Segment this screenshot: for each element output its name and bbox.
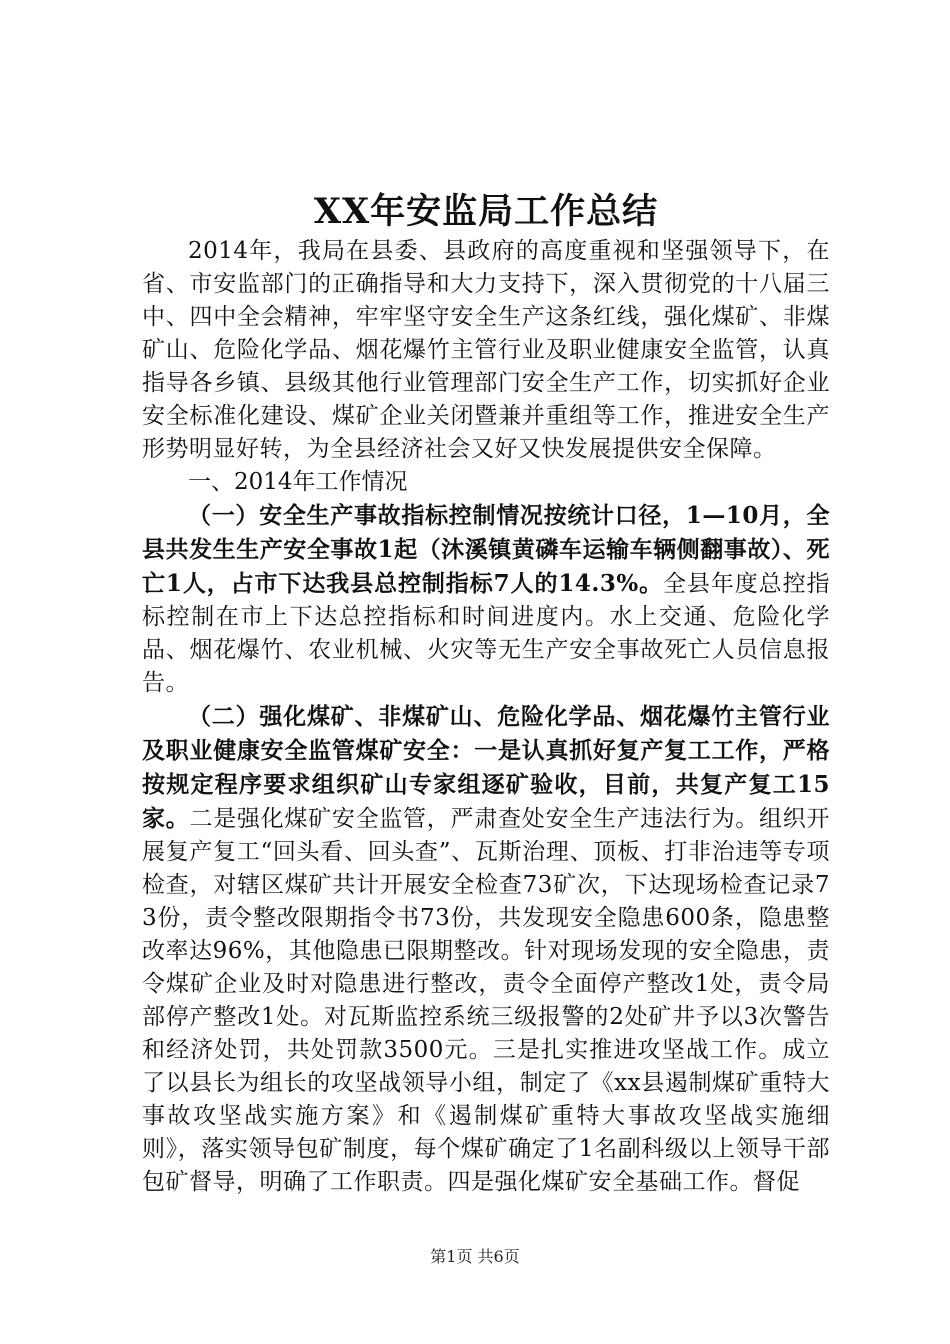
document-title: XX年安监局工作总结 [313,191,659,232]
section-heading: 一、2014年工作情况 [188,469,408,495]
item-2-body: 二是强化煤矿安全监管，严肃查处安全生产违法行为。组织开展复产复工“回头看、回头查”、瓦斯治理、顶板、打非治违等专项检查，对辖区煤矿共计开展安全检查73矿次，下达现场检查记录73份，责令整改限期指令书73份，共发现安全隐患600条，隐患整改率达96%，其他隐患已限期整改。针对现场发现的安全隐患，责令煤矿企业及时对隐患进行整改，责令全面停产整改1处，责令局部停产整改1处。对瓦斯监控系统三级报警的2处矿井予以3次警告和经济处罚，共处罚款3500元。三是扎实推进攻坚战工作。成立了以县长为组长的攻坚战领导小组，制定了《xx县遏制煤矿重特大事故攻坚战实施方案》和《遏制煤矿重特大事故攻坚战实施细则》，落实领导包矿制度，每个煤矿确定了1名副科级以上领导干部包矿督导，明确了工作职责。四是强化煤矿安全基础工作。督促 [142,806,831,1195]
item-1-lead: （一）安全生产事故指标控制情况按统计口径，1—10月，全县共发生生产安全事故1起（沐溪镇黄磷车运输车辆侧翻事故）、死亡1人，占市下达我县总控制指标7人的14.3%。 [142,502,830,597]
item-1-paragraph [142,499,830,700]
document-body [142,192,830,1199]
item-2-lead: （二）强化煤矿、非煤矿山、危险化学品、烟花爆竹主管行业及职业健康安全监管煤矿安全：一是认真抓好复产复工工作，严格按规定程序要求组织矿山专家组逐矿验收，目前，共复产复工15家。 [142,703,830,832]
page-footer: 第1页 共6页 [430,1247,520,1266]
item-1-body: 全县年度总控指标控制在市上下达总控指标和时间进度内。水上交通、危险化学品、烟花爆竹、农业机械、火灾等无生产安全事故死亡人员信息报告。 [142,571,830,696]
item-2-paragraph [142,700,830,1199]
intro-paragraph: 2014年，我局在县委、县政府的高度重视和坚强领导下，在省、市安监部门的正确指导和大力支持下，深入贯彻党的十八届三中、四中全会精神，牢牢坚守安全生产这条红线，强化煤矿、非煤矿山、危险化学品、烟花爆竹主管行业及职业健康安全监管，认真指导各乡镇、县级其他行业管理部门安全生产工作，切实抓好企业安全标准化建设、煤矿企业关闭暨兼并重组等工作，推进安全生产形势明显好转，为全县经济社会又好又快发展提供安全保障。 [142,238,830,462]
